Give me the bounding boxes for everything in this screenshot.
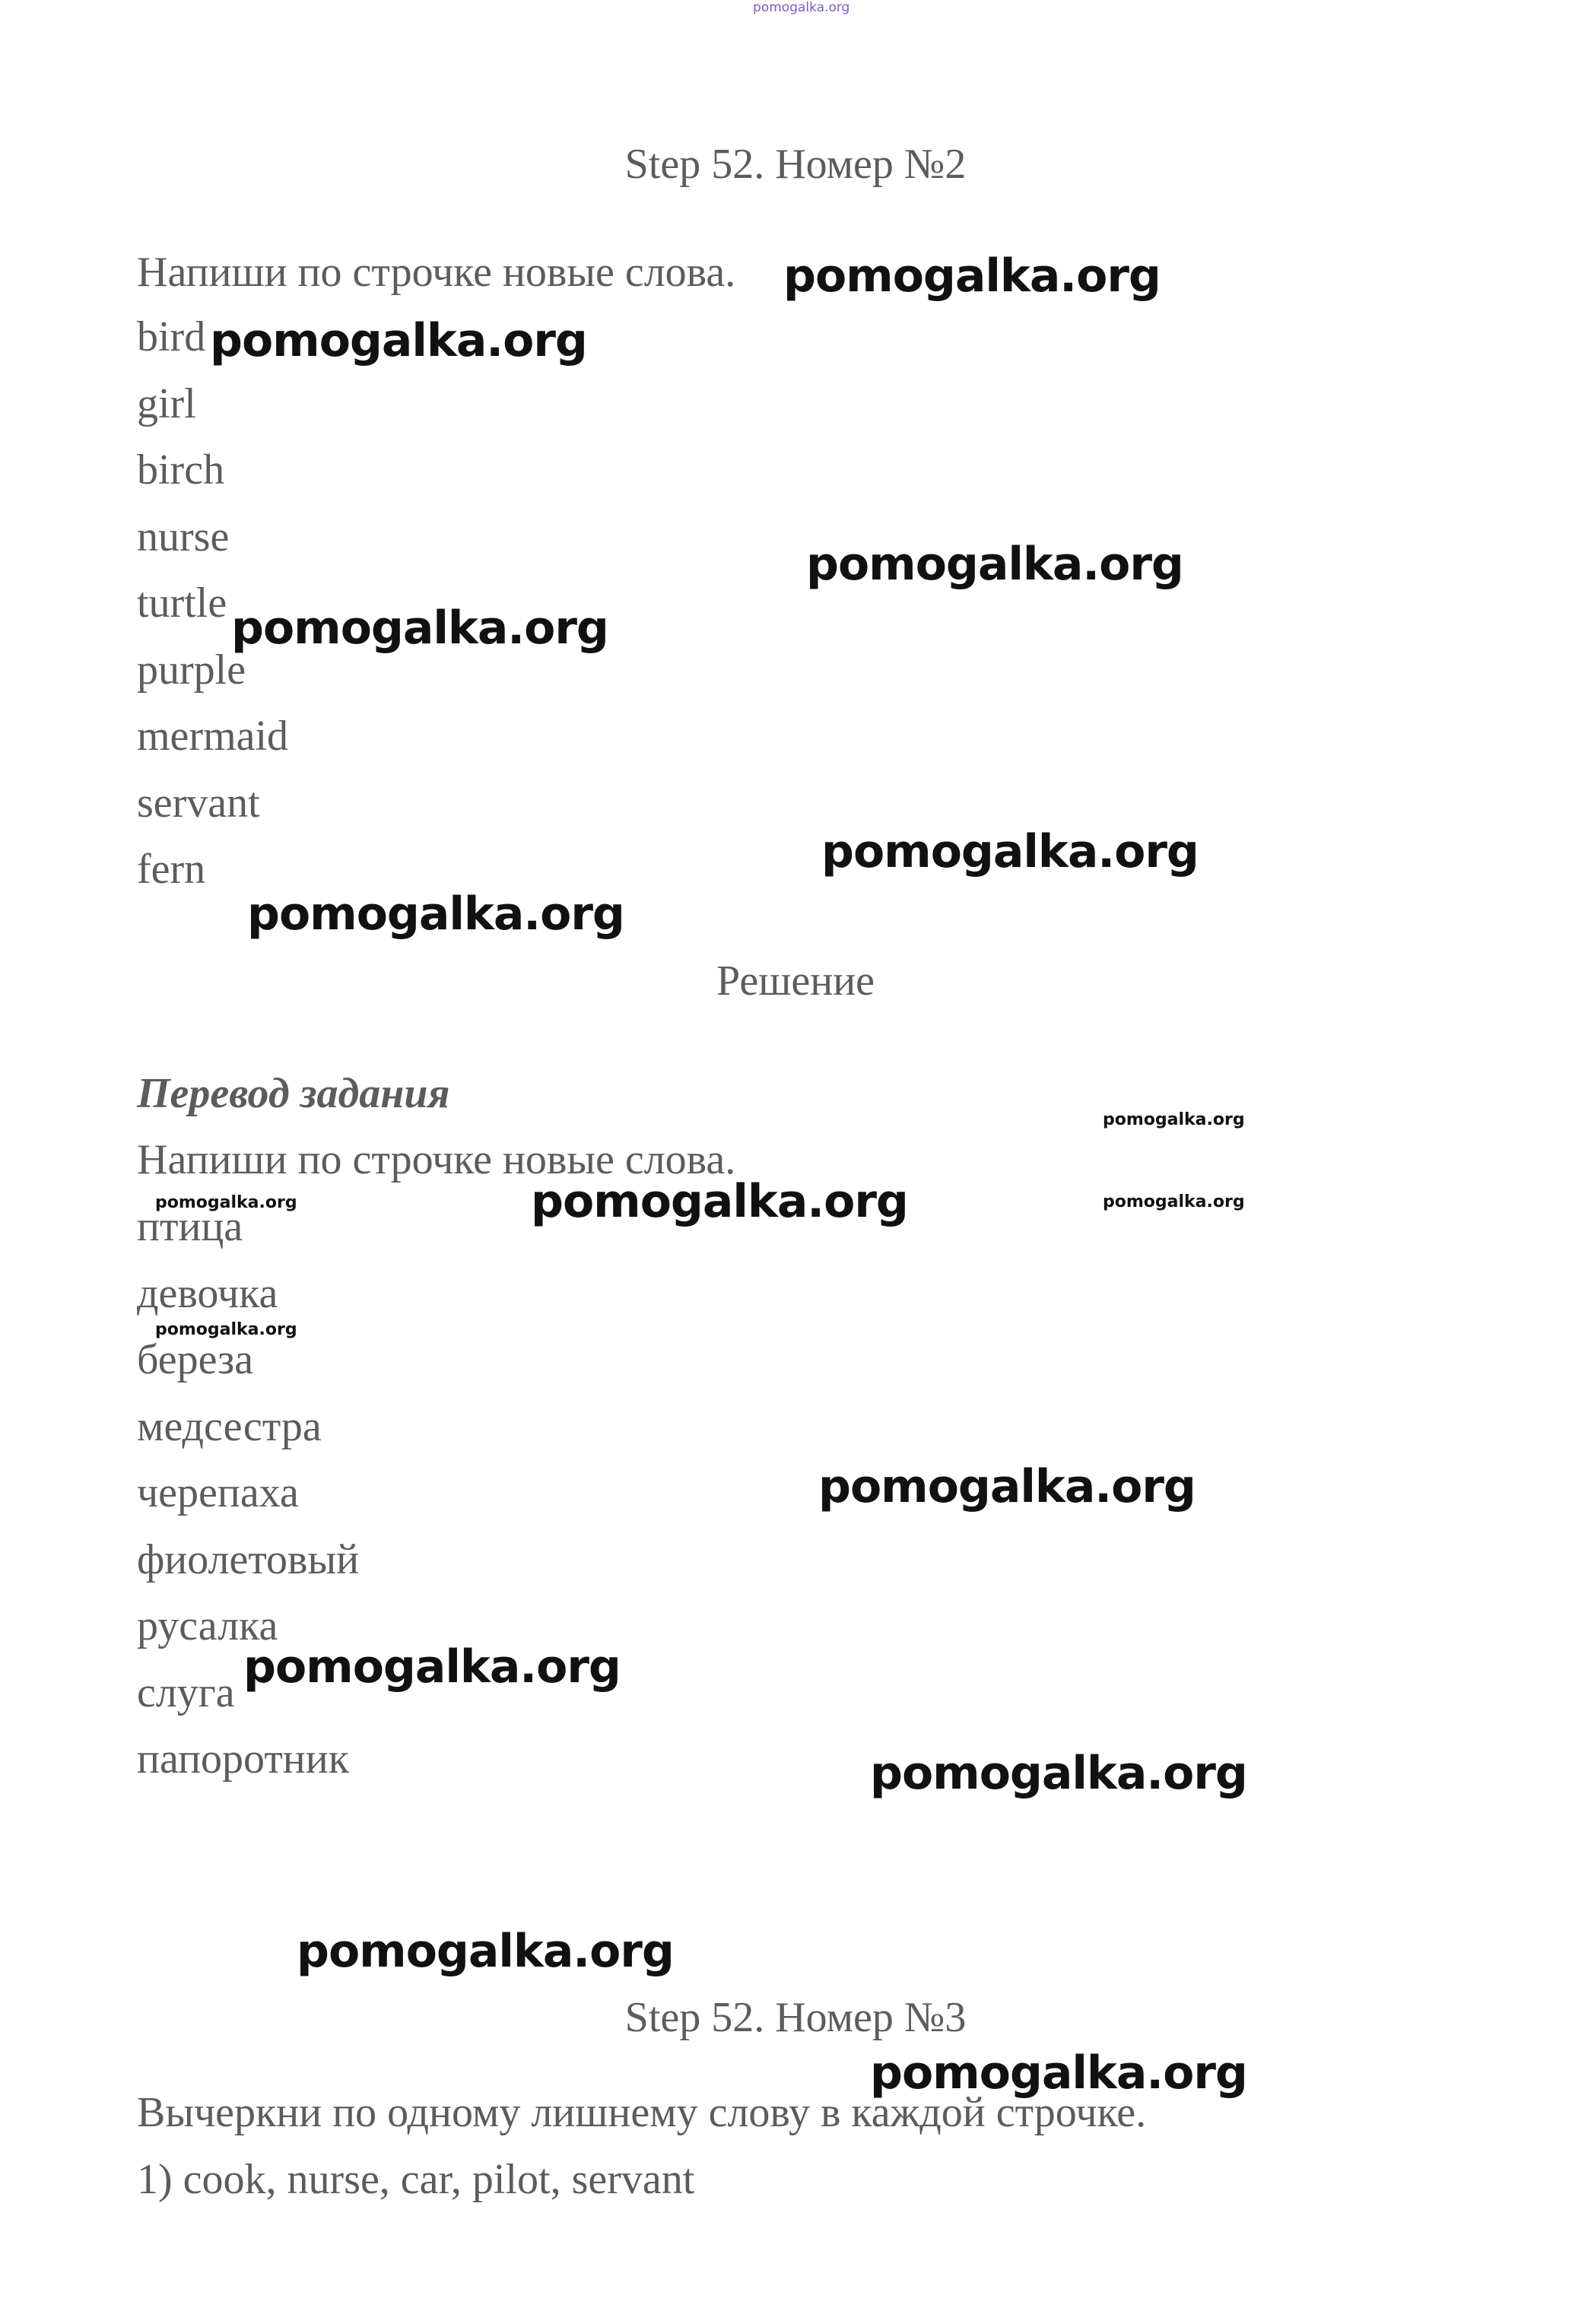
- exercise-line-1: 1) cook, nurse, car, pilot, servant: [137, 2156, 695, 2203]
- list-item: слуга: [137, 1668, 235, 1716]
- section-title-2: Step 52. Номер №2: [624, 141, 967, 188]
- list-item: девочка: [137, 1269, 278, 1317]
- list-item: береза: [137, 1336, 254, 1383]
- watermark: pomogalka.org: [1103, 1192, 1245, 1211]
- watermark: pomogalka.org: [210, 314, 587, 367]
- watermark: pomogalka.org: [247, 887, 624, 941]
- watermark: pomogalka.org: [1103, 1110, 1245, 1129]
- watermark: pomogalka.org: [818, 1460, 1196, 1513]
- list-item: черепаха: [137, 1469, 299, 1516]
- section-instruction-3: Вычеркни по одному лишнему слову в каждой строчке.: [137, 2089, 1147, 2136]
- list-item: русалка: [137, 1602, 278, 1649]
- watermark: pomogalka.org: [155, 1320, 297, 1339]
- list-item: mermaid: [137, 713, 289, 760]
- list-item: turtle: [137, 579, 227, 627]
- list-item: папоротник: [137, 1735, 349, 1783]
- list-item: birch: [137, 446, 225, 494]
- translation-instruction: Напиши по строчке новые слова.: [137, 1136, 736, 1183]
- watermark: pomogalka.org: [870, 2046, 1247, 2100]
- list-item: птица: [137, 1203, 243, 1250]
- solution-heading: Решение: [716, 957, 875, 1005]
- header-watermark: pomogalka.org: [753, 0, 850, 15]
- list-item: bird: [137, 313, 206, 360]
- watermark: pomogalka.org: [821, 825, 1199, 878]
- watermark: pomogalka.org: [155, 1193, 297, 1212]
- watermark: pomogalka.org: [243, 1640, 621, 1694]
- list-item: girl: [137, 379, 196, 427]
- list-item: фиолетовый: [137, 1535, 360, 1583]
- watermark: pomogalka.org: [231, 602, 608, 655]
- list-item: медсестра: [137, 1402, 322, 1450]
- watermark: pomogalka.org: [870, 1747, 1247, 1800]
- watermark: pomogalka.org: [531, 1175, 908, 1228]
- translation-heading: Перевод задания: [137, 1070, 450, 1117]
- list-item: nurse: [137, 513, 230, 560]
- russian-word-list: [137, 1194, 359, 1793]
- watermark: pomogalka.org: [783, 249, 1161, 303]
- list-item: servant: [137, 779, 260, 827]
- section-title-3: Step 52. Номер №3: [624, 1994, 967, 2041]
- section-instruction-2: Напиши по строчке новые слова.: [137, 249, 736, 296]
- watermark: pomogalka.org: [297, 1925, 674, 1978]
- list-item: fern: [137, 846, 206, 893]
- watermark: pomogalka.org: [806, 538, 1183, 591]
- list-item: purple: [137, 646, 246, 694]
